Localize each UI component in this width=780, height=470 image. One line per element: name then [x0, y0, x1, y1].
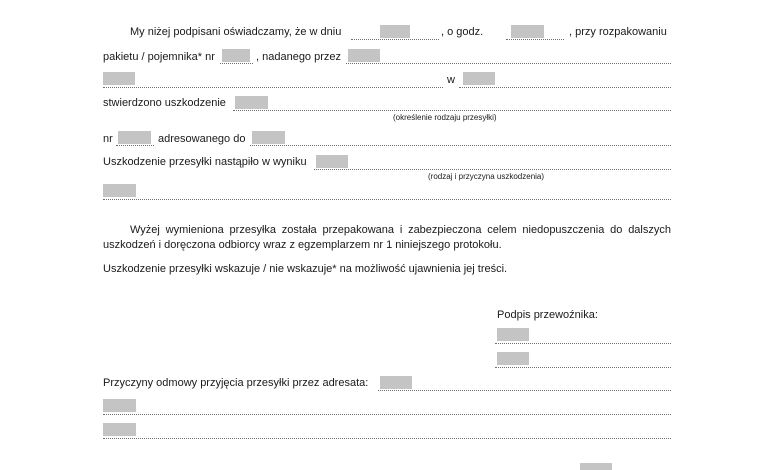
- refusal-reasons-label: Przyczyny odmowy przyjęcia przesyłki przez adresata:: [103, 377, 369, 389]
- place-field-line: [459, 87, 671, 88]
- redacted-refusal-reason-2: [103, 399, 136, 412]
- unpacking-text: , przy rozpakowaniu: [569, 26, 667, 38]
- shipment-number-line: [116, 145, 154, 146]
- damage-cause-hint: (rodzaj i przyczyna uszkodzenia): [428, 172, 545, 181]
- package-number-line: [220, 63, 253, 64]
- number-label: nr: [103, 133, 113, 145]
- redacted-damage-cause: [316, 155, 348, 168]
- redacted-place: [463, 72, 495, 85]
- redacted-shipment-number: [118, 131, 151, 144]
- declaration-intro: My niżej podpisani oświadczamy, że w dniu: [130, 26, 342, 38]
- refusal-reason-line: [378, 390, 671, 391]
- refusal-reason-line-2: [103, 414, 671, 415]
- repack-statement-line-1: Wyżej wymieniona przesyłka została przepakowana i zabezpieczona celem niedopuszczenia do dalszych: [130, 224, 671, 236]
- redacted-damage-cause-continued: [103, 184, 136, 197]
- redacted-refusal-reason-3: [103, 423, 136, 436]
- shipment-type-hint: (określenie rodzaju przesyłki): [393, 113, 497, 122]
- time-field-line: [506, 39, 564, 40]
- redacted-sender: [348, 49, 380, 62]
- sender-continued-line: [103, 87, 443, 88]
- sender-field-line: [346, 63, 671, 64]
- redacted-carrier-signature-1: [497, 328, 529, 341]
- time-label: , o godz.: [441, 26, 484, 38]
- carrier-signature-line-1: [495, 343, 671, 344]
- refusal-reason-line-3: [103, 438, 671, 439]
- redacted-bottom-field: [580, 463, 612, 470]
- carrier-signature-line-2: [495, 367, 671, 368]
- damage-cause-continued-line: [103, 199, 671, 200]
- redacted-refusal-reason: [380, 376, 412, 389]
- shipment-type-line: [233, 110, 671, 111]
- package-label: pakietu / pojemnika* nr: [103, 51, 215, 63]
- redacted-shipment-type: [235, 96, 268, 109]
- redacted-date: [380, 25, 410, 38]
- addressed-to-label: adresowanego do: [158, 133, 246, 145]
- redacted-time: [511, 25, 544, 38]
- carrier-signature-label: Podpis przewoźnika:: [497, 309, 598, 321]
- date-field-line: [351, 39, 439, 40]
- redacted-addressee: [252, 131, 285, 144]
- redacted-carrier-signature-2: [497, 352, 529, 365]
- damage-found-label: stwierdzono uszkodzenie: [103, 97, 226, 109]
- addressee-field-line: [250, 145, 671, 146]
- content-disclosure-statement: Uszkodzenie przesyłki wskazuje / nie wskazuje* na możliwość ujawnienia jej treści.: [103, 263, 508, 275]
- repack-statement-line-2: uszkodzeń i doręczona odbiorcy wraz z egzemplarzem nr 1 niniejszego protokołu.: [103, 239, 502, 251]
- redacted-package-number: [222, 49, 250, 62]
- sent-by-label: , nadanego przez: [256, 51, 342, 63]
- in-label: w: [447, 74, 455, 86]
- redacted-sender-continued: [103, 72, 135, 85]
- damage-cause-label: Uszkodzenie przesyłki nastąpiło w wyniku: [103, 156, 307, 168]
- damage-cause-line: [314, 169, 671, 170]
